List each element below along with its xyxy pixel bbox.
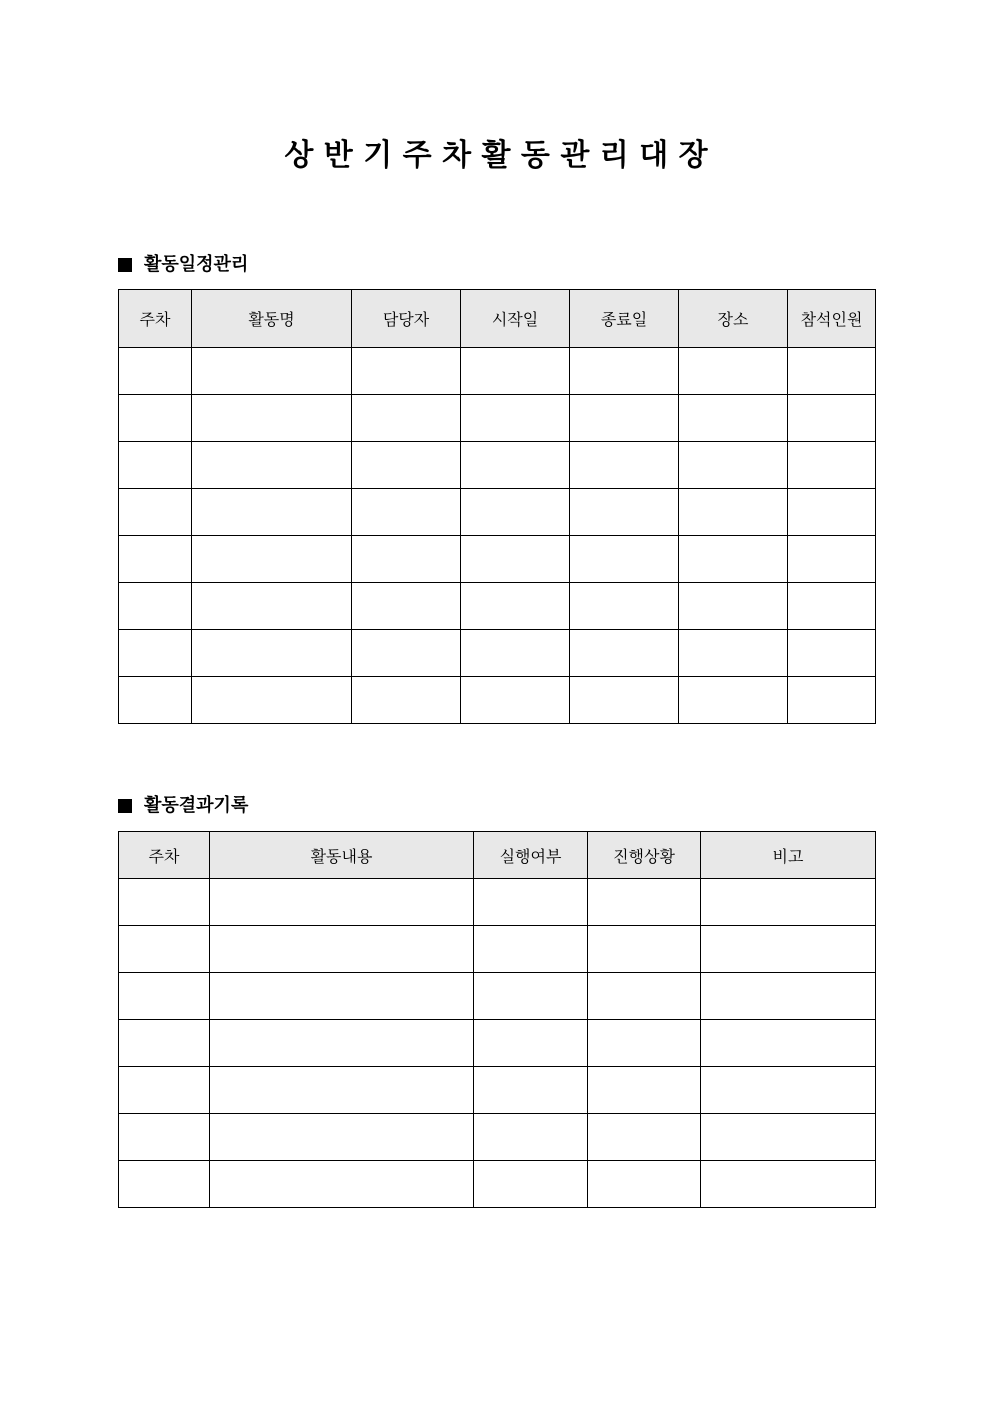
table-cell[interactable] [461,536,570,583]
table-cell[interactable] [461,583,570,630]
table-row [119,395,876,442]
table-cell[interactable] [461,630,570,677]
schedule-table [118,289,876,724]
square-bullet-icon [118,799,132,813]
table-cell[interactable] [588,926,701,973]
table-cell[interactable] [570,630,679,677]
table-cell[interactable] [119,926,210,973]
table-cell[interactable] [474,1067,588,1114]
table-cell[interactable] [119,583,192,630]
table-row [119,442,876,489]
square-bullet-icon [118,258,132,272]
schedule-table-body [119,348,876,724]
table-cell[interactable] [352,442,461,489]
table-cell[interactable] [570,489,679,536]
column-header-remarks: 비고 [701,832,876,879]
column-header-start-date: 시작일 [461,290,570,348]
column-header-week: 주차 [119,290,192,348]
table-cell[interactable] [119,489,192,536]
table-cell[interactable] [701,1161,876,1208]
table-cell[interactable] [788,348,876,395]
table-cell[interactable] [119,1161,210,1208]
table-cell[interactable] [461,395,570,442]
table-cell[interactable] [588,1067,701,1114]
table-cell[interactable] [570,395,679,442]
table-cell[interactable] [570,583,679,630]
table-cell[interactable] [570,677,679,724]
table-cell[interactable] [788,677,876,724]
table-row [119,926,876,973]
table-row [119,489,876,536]
table-cell[interactable] [679,489,788,536]
table-cell[interactable] [679,677,788,724]
table-cell[interactable] [119,442,192,489]
column-header-executed: 실행여부 [474,832,588,879]
table-cell[interactable] [679,536,788,583]
table-cell[interactable] [788,442,876,489]
table-row [119,630,876,677]
table-cell[interactable] [210,926,474,973]
table-row [119,1067,876,1114]
results-section-heading [118,793,248,819]
results-table [118,831,876,1208]
table-cell[interactable] [352,630,461,677]
table-cell[interactable] [461,677,570,724]
table-cell[interactable] [474,1114,588,1161]
table-cell[interactable] [119,1067,210,1114]
table-cell[interactable] [192,630,352,677]
table-cell[interactable] [210,1114,474,1161]
table-row [119,879,876,926]
column-header-location: 장소 [679,290,788,348]
schedule-header-row [119,290,876,348]
table-cell[interactable] [788,536,876,583]
table-cell[interactable] [474,1020,588,1067]
results-heading-label: 활동결과기록 [144,795,249,816]
column-header-progress: 진행상황 [588,832,701,879]
table-cell[interactable] [210,973,474,1020]
table-cell[interactable] [192,536,352,583]
table-cell[interactable] [701,1114,876,1161]
table-cell[interactable] [352,677,461,724]
schedule-section-heading [118,252,248,278]
table-row [119,1161,876,1208]
column-header-attendees: 참석인원 [788,290,876,348]
table-cell[interactable] [570,348,679,395]
table-cell[interactable] [588,1020,701,1067]
table-cell[interactable] [474,926,588,973]
table-row [119,348,876,395]
table-cell[interactable] [679,442,788,489]
table-cell[interactable] [119,677,192,724]
table-cell[interactable] [461,348,570,395]
table-cell[interactable] [352,583,461,630]
page-title: 상 반 기 주 차 활 동 관 리 대 장 [284,138,708,173]
table-cell[interactable] [461,442,570,489]
table-cell[interactable] [474,1161,588,1208]
table-cell[interactable] [570,442,679,489]
schedule-heading-label: 활동일정관리 [144,254,249,275]
table-cell[interactable] [352,536,461,583]
table-cell[interactable] [679,630,788,677]
results-table-body [119,879,876,1208]
table-row [119,677,876,724]
table-row [119,536,876,583]
table-cell[interactable] [192,489,352,536]
table-cell[interactable] [570,536,679,583]
table-cell[interactable] [701,879,876,926]
table-row [119,1114,876,1161]
column-header-end-date: 종료일 [570,290,679,348]
table-cell[interactable] [119,879,210,926]
table-cell[interactable] [474,973,588,1020]
table-cell[interactable] [192,348,352,395]
table-cell[interactable] [588,1114,701,1161]
table-cell[interactable] [119,1114,210,1161]
table-cell[interactable] [119,536,192,583]
table-cell[interactable] [474,879,588,926]
table-cell[interactable] [119,348,192,395]
table-cell[interactable] [119,973,210,1020]
table-row [119,1020,876,1067]
table-cell[interactable] [192,442,352,489]
table-cell[interactable] [588,973,701,1020]
table-cell[interactable] [701,1020,876,1067]
table-cell[interactable] [192,583,352,630]
table-cell[interactable] [352,395,461,442]
results-header-row [119,832,876,879]
table-row [119,973,876,1020]
table-cell[interactable] [701,973,876,1020]
table-cell[interactable] [701,1067,876,1114]
table-cell[interactable] [788,630,876,677]
table-cell[interactable] [119,395,192,442]
table-cell[interactable] [461,489,570,536]
table-cell[interactable] [788,395,876,442]
table-cell[interactable] [352,489,461,536]
column-header-week: 주차 [119,832,210,879]
table-cell[interactable] [192,395,352,442]
table-cell[interactable] [119,1020,210,1067]
table-cell[interactable] [788,489,876,536]
table-cell[interactable] [210,1067,474,1114]
table-cell[interactable] [788,583,876,630]
table-cell[interactable] [588,879,701,926]
column-header-activity-content: 활동내용 [210,832,474,879]
table-cell[interactable] [679,583,788,630]
table-row [119,583,876,630]
table-cell[interactable] [192,677,352,724]
table-cell[interactable] [119,630,192,677]
table-cell[interactable] [210,879,474,926]
table-cell[interactable] [210,1161,474,1208]
table-cell[interactable] [588,1161,701,1208]
column-header-manager: 담당자 [352,290,461,348]
table-cell[interactable] [352,348,461,395]
table-cell[interactable] [210,1020,474,1067]
table-cell[interactable] [679,348,788,395]
column-header-activity-name: 활동명 [192,290,352,348]
table-cell[interactable] [701,926,876,973]
table-cell[interactable] [679,395,788,442]
